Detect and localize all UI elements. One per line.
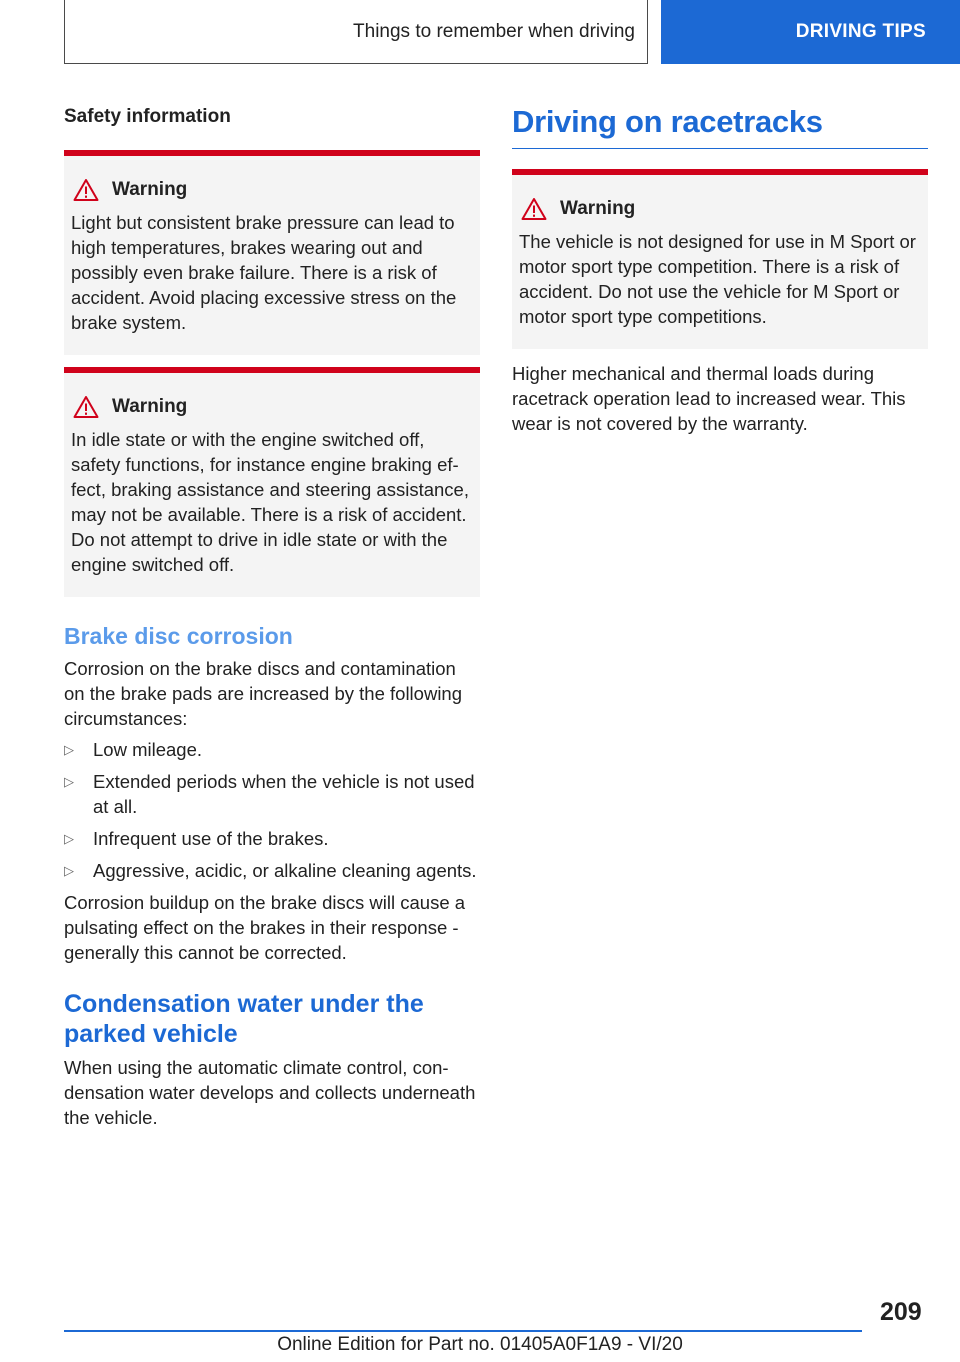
- brake-disc-outro: Corrosion buildup on the brake discs will cause a pulsating effect on the brakes in their response - generally this cannot be corrected.: [64, 892, 466, 963]
- warning-title-text: Warning: [112, 179, 188, 200]
- chapter-title: Things to remember when driving: [353, 20, 635, 42]
- warning-title: [519, 197, 920, 221]
- running-header-section-tab: [661, 0, 960, 64]
- list-item-text: Extended periods when the vehicle is not used at all.: [93, 771, 475, 817]
- right-column: [512, 100, 928, 436]
- safety-information-heading: Safety information: [64, 106, 231, 127]
- edition-footer: Online Edition for Part no. 01405A0F1A9 - VI/20: [277, 1334, 683, 1355]
- triangle-right-bullet-icon: ▷: [64, 831, 74, 846]
- list-item-text: Low mileage.: [93, 739, 203, 760]
- warning-triangle-icon: [73, 395, 99, 419]
- warning-title-text: Warning: [560, 198, 636, 219]
- left-column: [64, 100, 480, 1130]
- warning-text: In idle state or with the engine switched off, safety functions, for instance engine braking effect, braking assistance and steering assistance, may not be available. There is a risk of accident. Do not attempt to drive in idle state or with the engine switched off.: [71, 429, 469, 575]
- list-item-text: Infrequent use of the brakes.: [93, 828, 329, 849]
- warning-triangle-icon: [73, 178, 99, 202]
- warning-box-brake-pressure: [64, 150, 480, 355]
- condensation-heading: Condensation water under the parked vehicle: [64, 990, 424, 1048]
- brake-disc-corrosion-heading: Brake disc corrosion: [64, 623, 293, 649]
- warning-title: [71, 178, 472, 202]
- warning-triangle-icon: [521, 197, 547, 221]
- list-item-text: Aggressive, acidic, or alkaline cleaning agents.: [93, 860, 477, 881]
- warning-box-motor-sport: [512, 169, 928, 349]
- warning-text: The vehicle is not designed for use in M Sport or motor sport type competition. There is a risk of accident. Do not use the vehicle for M Sport or motor sport type competitions.: [519, 231, 916, 327]
- list-item: [64, 737, 480, 762]
- brake-disc-intro: Corrosion on the brake discs and contamination on the brake pads are increased by the following circumstances:: [64, 658, 463, 729]
- condensation-text: When using the automatic climate control, condensation water develops and collects underneath the vehicle.: [64, 1057, 476, 1128]
- triangle-right-bullet-icon: ▷: [64, 774, 74, 789]
- warning-box-idle-state: [64, 367, 480, 597]
- warning-text: Light but consistent brake pressure can lead to high temperatures, brakes wearing out and possibly even brake failure. There is a risk of accident. Avoid placing excessive stress on the brake system.: [71, 212, 457, 333]
- racetracks-heading: Driving on racetracks: [512, 104, 928, 149]
- warning-title-text: Warning: [112, 396, 188, 417]
- warning-title: [71, 395, 472, 419]
- section-tab-label: DRIVING TIPS: [795, 21, 926, 42]
- brake-disc-circumstances-list: [64, 737, 480, 883]
- list-item: [64, 769, 480, 819]
- triangle-right-bullet-icon: ▷: [64, 742, 74, 757]
- list-item: [64, 858, 480, 883]
- racetracks-text: Higher mechanical and thermal loads during racetrack operation lead to increased wear. This wear is not covered by the warranty.: [512, 363, 906, 434]
- page-number: 209: [880, 1298, 922, 1326]
- footer-divider: [64, 1330, 862, 1332]
- list-item: [64, 826, 480, 851]
- running-header-chapter: [64, 0, 648, 64]
- triangle-right-bullet-icon: ▷: [64, 863, 74, 878]
